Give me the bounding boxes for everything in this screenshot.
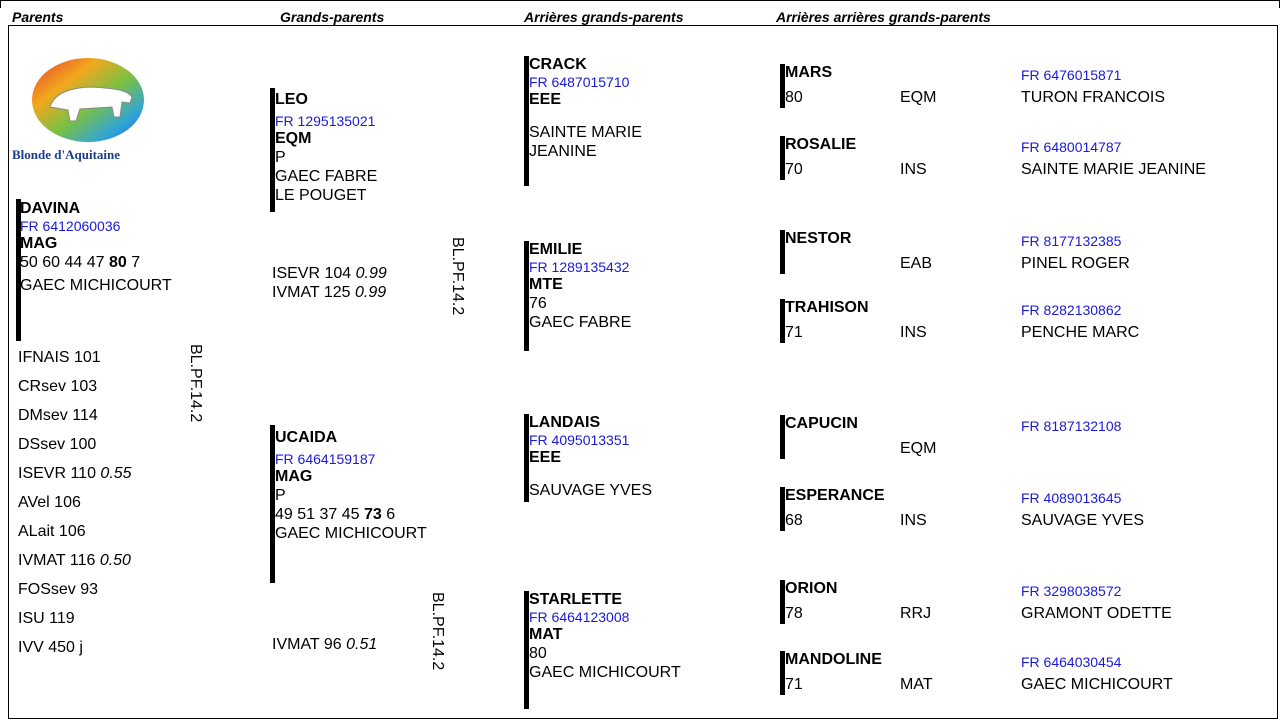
gp1-qual: EQM bbox=[275, 130, 312, 147]
aagp-code: FR 8177132385 bbox=[1021, 233, 1122, 249]
logo bbox=[10, 55, 160, 175]
gp1-breeder1: GAEC FABRE bbox=[275, 168, 378, 185]
gp1-ivmat: IVMAT 125 0.99 bbox=[272, 284, 387, 301]
parent-index-row: CRsev 103 bbox=[18, 378, 98, 395]
aagp-name: CAPUCIN bbox=[785, 415, 858, 432]
agp-name: STARLETTE bbox=[529, 591, 623, 608]
aagp-code: FR 6480014787 bbox=[1021, 139, 1122, 155]
parent-index-row: IVV 450 j bbox=[18, 639, 83, 656]
agp-block bbox=[529, 414, 652, 500]
agp-line1: SAINTE MARIE bbox=[529, 124, 642, 141]
gp2-name: UCAIDA bbox=[275, 429, 338, 446]
gp1-breeder2: LE POUGET bbox=[275, 187, 367, 204]
parent-indexes bbox=[18, 343, 132, 662]
parent-bl: BL.PF.14.2 bbox=[187, 344, 204, 423]
aagp-qual: RRJ bbox=[900, 605, 932, 622]
agp-qual: MAT bbox=[529, 626, 563, 643]
parent-index-row: IVMAT 116 0.50 bbox=[18, 552, 131, 569]
parent-index-row: ALait 106 bbox=[18, 523, 86, 540]
aagp-qual: INS bbox=[900, 161, 927, 178]
aagp-name: TRAHISON bbox=[785, 299, 869, 316]
agp-line1: 76 bbox=[529, 295, 547, 312]
gp2-measures: 49 51 37 45 73 6 bbox=[275, 506, 396, 523]
agp-line1: SAUVAGE YVES bbox=[529, 482, 653, 499]
agp-block bbox=[529, 241, 631, 332]
aagp-name: ROSALIE bbox=[785, 136, 857, 153]
agp-line1: 80 bbox=[529, 645, 547, 662]
aagp-code: FR 6476015871 bbox=[1021, 67, 1122, 83]
agp-block bbox=[529, 591, 681, 682]
parent-code: FR 6412060036 bbox=[20, 218, 121, 234]
agp-code: FR 6487015710 bbox=[529, 74, 630, 90]
header-arrieres-arrieres: Arrières arrières grands-parents bbox=[776, 9, 991, 25]
aagp-num: 70 bbox=[785, 161, 803, 178]
aagp-num: 80 bbox=[785, 89, 803, 106]
aagp-code: FR 8282130862 bbox=[1021, 302, 1122, 318]
aagp-num: 71 bbox=[785, 676, 803, 693]
aagp-name: ESPERANCE bbox=[785, 487, 885, 504]
aagp-name: ORION bbox=[785, 580, 838, 597]
parent-index-row: AVel 106 bbox=[18, 494, 81, 511]
parent-name: DAVINA bbox=[20, 200, 81, 217]
logo-graphic bbox=[10, 55, 160, 145]
parent-index-row: ISU 119 bbox=[18, 610, 75, 627]
gp1-isevr: ISEVR 104 0.99 bbox=[272, 265, 387, 282]
logo-text: Blonde d'Aquitaine bbox=[12, 147, 121, 162]
gp2-extra: P bbox=[275, 487, 286, 504]
header-parents: Parents bbox=[12, 9, 64, 25]
aagp-name: NESTOR bbox=[785, 230, 852, 247]
aagp-code: FR 6464030454 bbox=[1021, 654, 1122, 670]
parent-breeder: GAEC MICHICOURT bbox=[20, 277, 172, 294]
parent-measures: 50 60 44 47 80 7 bbox=[20, 254, 141, 271]
aagp-breeder: PENCHE MARC bbox=[1021, 324, 1140, 341]
aagp-code: FR 3298038572 bbox=[1021, 583, 1122, 599]
gp2-block bbox=[275, 429, 427, 543]
agp-name: EMILIE bbox=[529, 241, 583, 258]
header-arrieres: Arrières grands-parents bbox=[524, 9, 684, 25]
aagp-code: FR 4089013645 bbox=[1021, 490, 1122, 506]
aagp-breeder: GAEC MICHICOURT bbox=[1021, 676, 1173, 693]
agp-qual: EEE bbox=[529, 449, 562, 466]
aagp-breeder: TURON FRANCOIS bbox=[1021, 89, 1165, 106]
aagp-qual: INS bbox=[900, 324, 927, 341]
parent-block bbox=[20, 200, 172, 295]
agp-name: LANDAIS bbox=[529, 414, 601, 431]
gp2-qual: MAG bbox=[275, 468, 313, 485]
aagp-breeder: SAUVAGE YVES bbox=[1021, 512, 1145, 529]
gp1-code: FR 1295135021 bbox=[275, 113, 376, 129]
agp-line2: GAEC MICHICOURT bbox=[529, 664, 681, 681]
gp1-bl: BL.PF.14.2 bbox=[449, 237, 466, 316]
parent-index-row: DSsev 100 bbox=[18, 436, 97, 453]
agp-line2: JEANINE bbox=[529, 143, 597, 160]
gp2-code: FR 6464159187 bbox=[275, 451, 376, 467]
aagp-qual: MAT bbox=[900, 676, 933, 693]
agp-qual: MTE bbox=[529, 276, 563, 293]
aagp-breeder: PINEL ROGER bbox=[1021, 255, 1130, 272]
gp1-name: LEO bbox=[275, 91, 308, 108]
agp-code: FR 1289135432 bbox=[529, 259, 630, 275]
aagp-num: 68 bbox=[785, 512, 803, 529]
aagp-qual: INS bbox=[900, 512, 927, 529]
aagp-qual: EQM bbox=[900, 440, 937, 457]
aagp-name: MARS bbox=[785, 64, 833, 81]
gp2-ivmat: IVMAT 96 0.51 bbox=[272, 636, 378, 653]
aagp-breeder: GRAMONT ODETTE bbox=[1021, 605, 1172, 622]
parent-index-row: FOSsev 93 bbox=[18, 581, 99, 598]
parent-index-row: DMsev 114 bbox=[18, 407, 98, 424]
aagp-code: FR 8187132108 bbox=[1021, 418, 1122, 434]
aagp-name: MANDOLINE bbox=[785, 651, 882, 668]
agp-code: FR 4095013351 bbox=[529, 432, 630, 448]
gp2-breeder: GAEC MICHICOURT bbox=[275, 525, 427, 542]
aagp-breeder: SAINTE MARIE JEANINE bbox=[1021, 161, 1206, 178]
aagp-num: 71 bbox=[785, 324, 803, 341]
agp-line2: GAEC FABRE bbox=[529, 314, 632, 331]
gp2-bl: BL.PF.14.2 bbox=[429, 592, 446, 671]
parent-index-row: ISEVR 110 0.55 bbox=[18, 465, 132, 482]
agp-name: CRACK bbox=[529, 56, 587, 73]
gp1-extra: P bbox=[275, 149, 286, 166]
header-strip bbox=[0, 0, 1280, 8]
header-grands-parents: Grands-parents bbox=[280, 9, 385, 25]
aagp-qual: EAB bbox=[900, 255, 933, 272]
gp1-block bbox=[275, 91, 377, 205]
parent-index-row: IFNAIS 101 bbox=[18, 349, 101, 366]
parent-qual: MAG bbox=[20, 235, 58, 252]
agp-code: FR 6464123008 bbox=[529, 609, 630, 625]
agp-qual: EEE bbox=[529, 91, 562, 108]
agp-block bbox=[529, 56, 642, 161]
aagp-num: 78 bbox=[785, 605, 803, 622]
aagp-qual: EQM bbox=[900, 89, 937, 106]
